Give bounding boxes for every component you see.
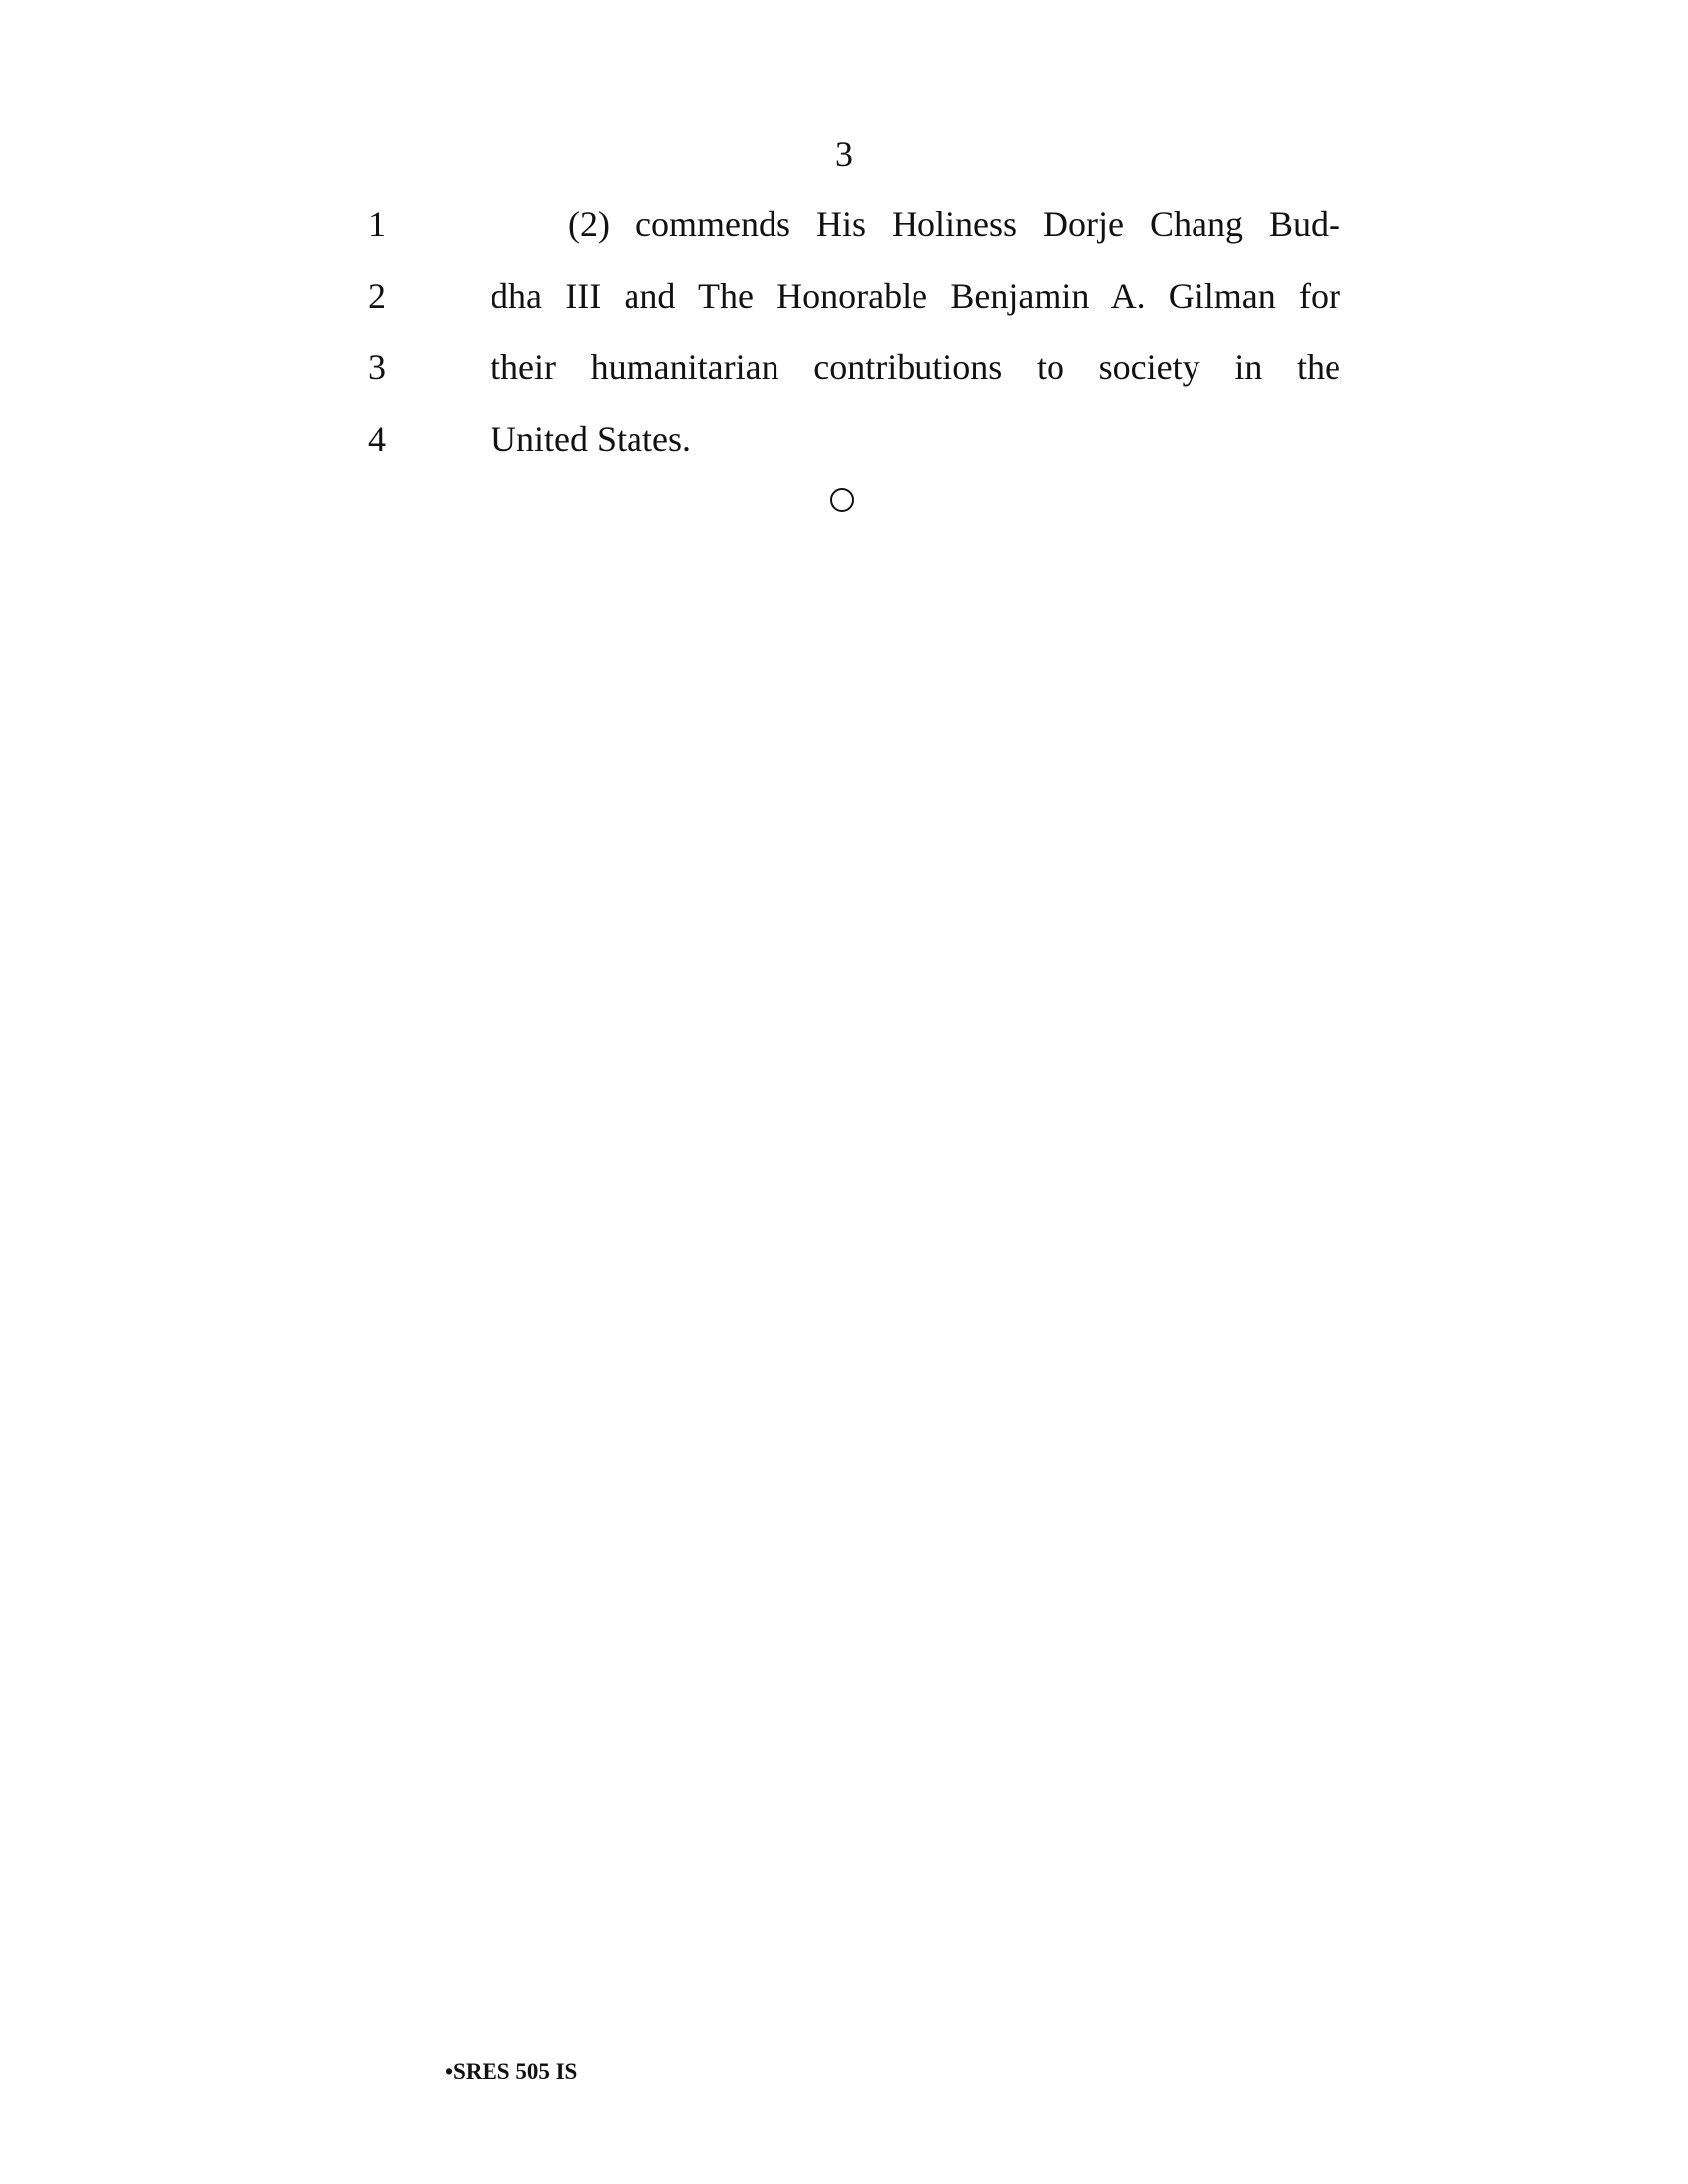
line-text: (2) commends His Holiness Dorje Chang Bud-	[568, 205, 1340, 244]
line-text: their humanitarian contributions to society in the	[491, 347, 1340, 387]
line-text: United States.	[491, 419, 691, 459]
text-line	[0, 332, 1688, 403]
line-number: 1	[368, 205, 386, 244]
page-number: 3	[835, 134, 853, 174]
line-number: 4	[368, 419, 386, 459]
line-number: 3	[368, 347, 386, 387]
text-line	[0, 403, 1688, 475]
hollow-circle-icon	[829, 487, 855, 513]
text-line	[0, 189, 1688, 260]
line-number: 2	[368, 276, 386, 316]
text-line	[0, 260, 1688, 332]
bill-identifier: •SRES 505 IS	[445, 2059, 578, 2084]
line-text: dha III and The Honorable Benjamin A. Gilman for	[491, 276, 1340, 316]
